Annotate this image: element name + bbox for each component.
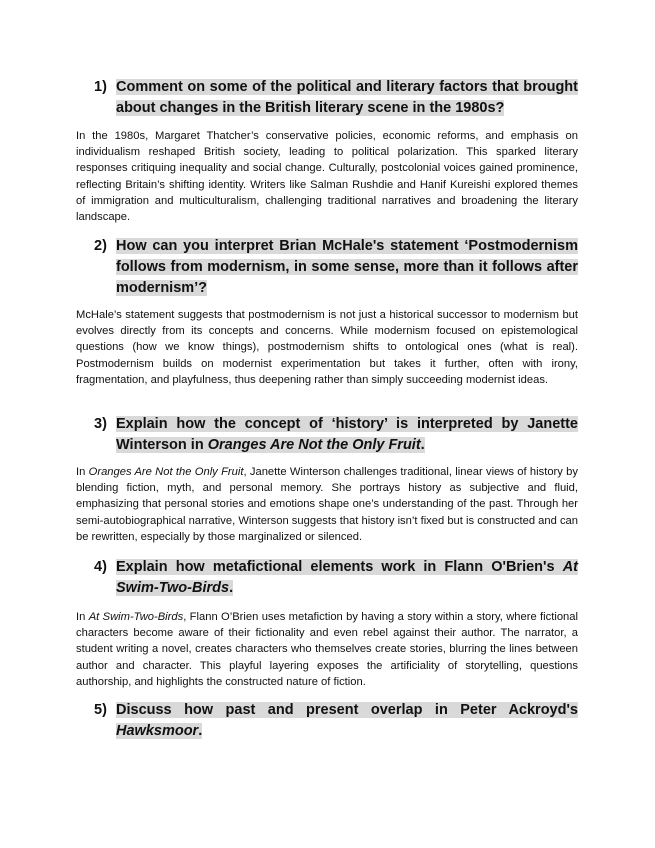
question-text <box>116 77 578 119</box>
question-highlight: Comment on some of the political and literary factors that brought about changes in the British literary scene in the 1980s? <box>116 79 578 116</box>
answer-2: McHale’s statement suggests that postmodernism is not just a historical successor to modernism but evolves directly from its concepts and concerns. While modernism focused on epistemological questions (how we know things), postmodernism shifts to ontological ones (what is real). Postmodernism builds on modernist experimentation but takes it further, often with irony, fragmentation, and playfulness, thus deepening rather than simply succeeding modernist ideas. <box>76 309 578 386</box>
question-highlight <box>116 416 578 453</box>
question-text-part: . <box>229 580 234 596</box>
question-4 <box>94 557 578 599</box>
question-2 <box>94 236 578 299</box>
question-5 <box>94 700 578 742</box>
answer-4 <box>76 609 578 690</box>
answer-text-part: , Flann O’Brien uses metafiction by having a story within a story, where fictional characters become aware of their fictionality and even rebel against their author. The narrator, a student writing a novel, creates characters who themselves create stories, blurring the lines between author and character. This playful layering exposes the artificiality of storytelling, questions authorship, and highlights the constructed nature of fiction. <box>76 611 578 688</box>
book-title: Hawksmoor <box>116 723 199 739</box>
question-1 <box>94 77 578 119</box>
question-number: 1) <box>94 79 107 95</box>
answer-1: In the 1980s, Margaret Thatcher’s conservative policies, economic reforms, and emphasis on individualism reshaped British society, leading to political polarization. This sparked literary responses critiquing inequality and social change. Culturally, postcolonial voices gained prominence, reflecting Britain’s shifting identity. Writers like Salman Rushdie and Hanif Kureishi explored themes of immigration and multiculturalism, challenging traditional narratives and broadening the literary landscape. <box>76 130 578 224</box>
question-text <box>116 557 578 599</box>
question-highlight: How can you interpret Brian McHale's statement ‘Postmodernism follows from modernism, in some sense, more than it follows after modernism’? <box>116 238 578 296</box>
book-title: Oranges Are Not the Only Fruit <box>207 437 421 453</box>
question-number: 3) <box>94 416 107 432</box>
answer-text-part: , Janette Winterson challenges traditional, linear views of history by blending fiction, myth, and personal memory. She portrays history as subjective and fluid, emphasizing that personal stories and emotions shape one’s understanding of the past. Through her semi-autobiographical narrative, Winterson suggests that history isn’t fixed but is constructed and can be rewritten, especially by those marginalized or silenced. <box>76 466 578 543</box>
question-number: 4) <box>94 559 107 575</box>
question-number: 5) <box>94 702 107 718</box>
question-highlight <box>116 559 578 596</box>
book-title: Oranges Are Not the Only Fruit <box>88 466 244 478</box>
question-text <box>116 700 578 742</box>
book-title: At Swim-Two-Birds <box>88 611 184 623</box>
answer-text-part: In <box>76 611 89 623</box>
question-highlight <box>116 702 578 739</box>
answer-text-part: In <box>76 466 89 478</box>
question-text-part: Explain how metafictional elements work in Flann O'Brien's <box>116 559 563 575</box>
question-number: 2) <box>94 238 107 254</box>
question-3 <box>94 414 578 456</box>
question-text-part: Explain how the concept of ‘history’ is interpreted by Janette Winterson in <box>116 416 578 453</box>
question-text <box>116 414 578 456</box>
question-text <box>116 236 578 299</box>
book-title: At Swim-Two-Birds <box>116 559 578 596</box>
answer-3 <box>76 464 578 545</box>
question-text-part: Discuss how past and present overlap in Peter Ackroyd's <box>116 702 578 718</box>
question-text-part: . <box>198 723 203 739</box>
question-text-part: . <box>420 437 425 453</box>
